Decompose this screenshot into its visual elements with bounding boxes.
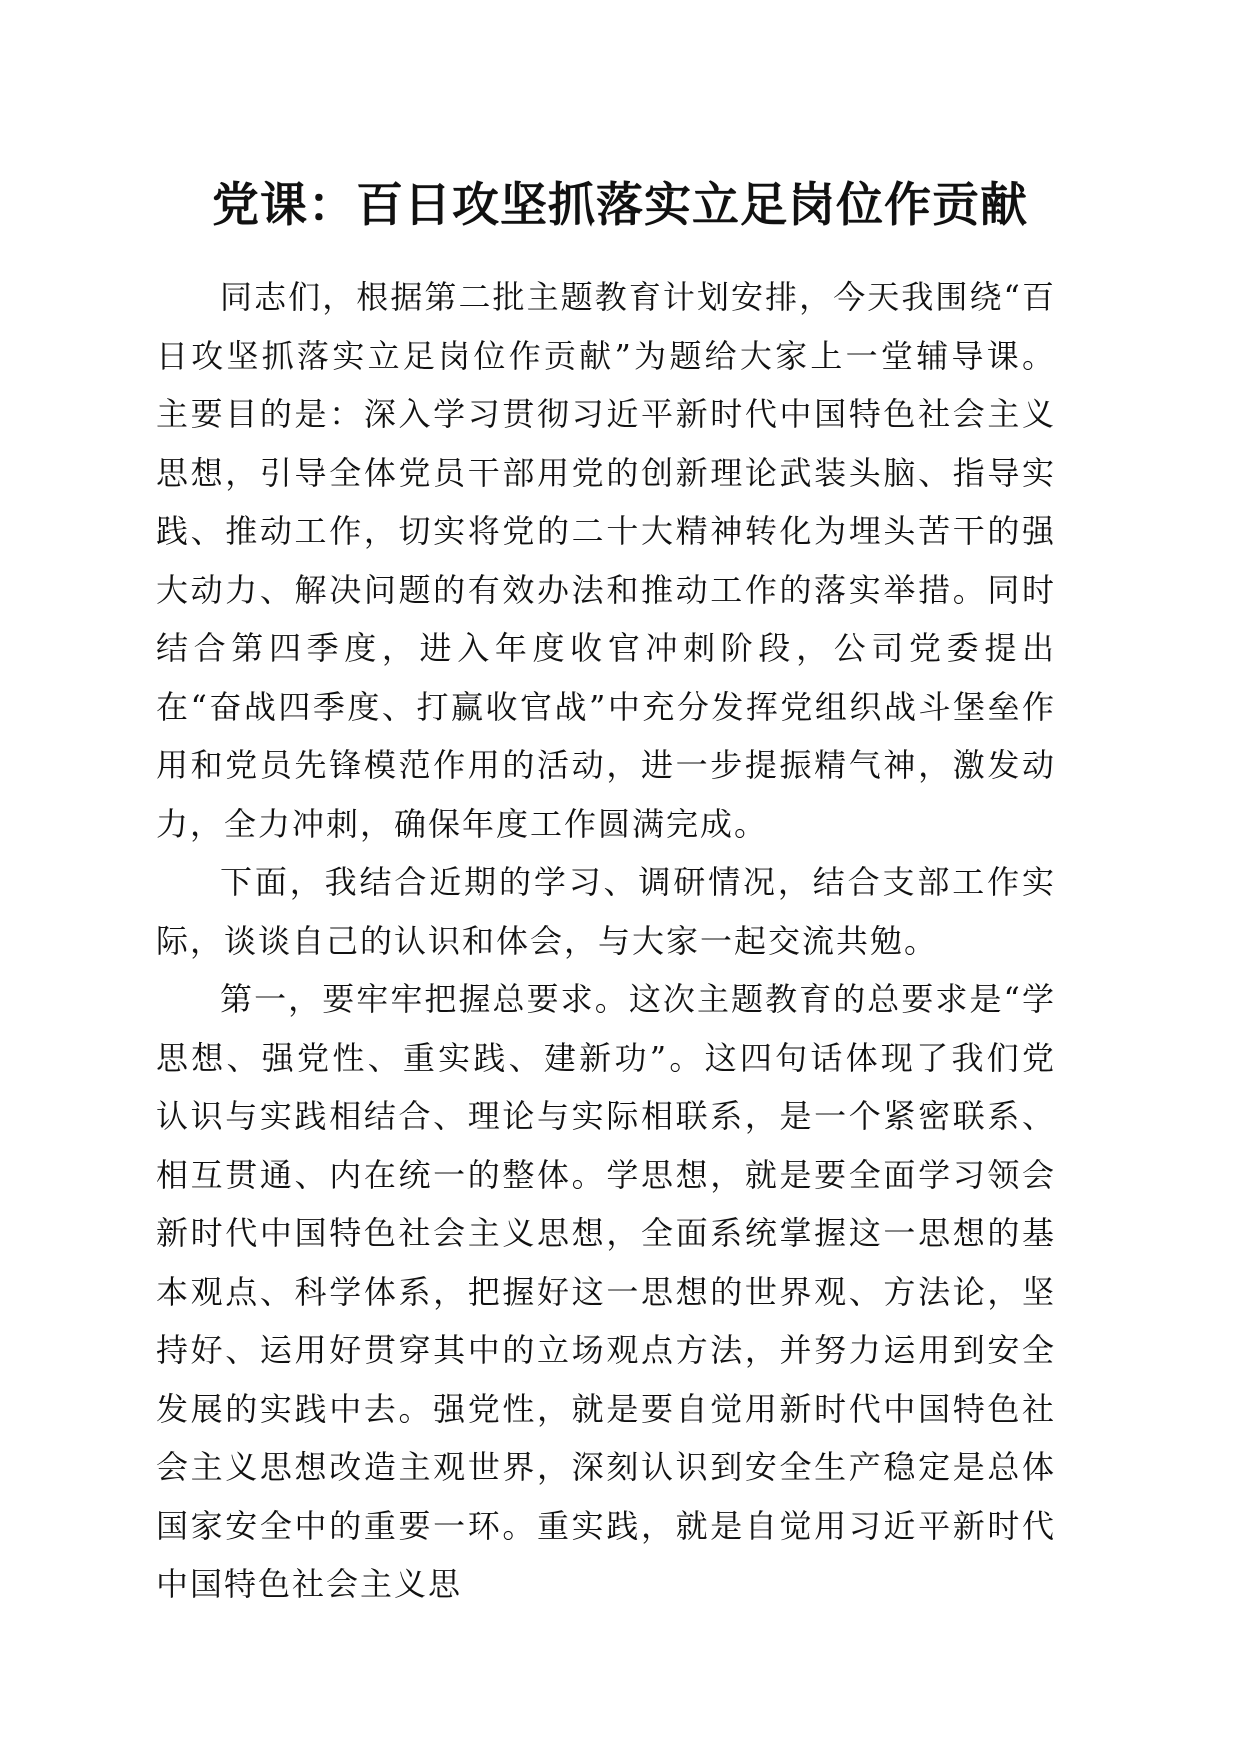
paragraph-first-point: 第一，要牢牢把握总要求。这次主题教育的总要求是“学思想、强党性、重实践、建新功”。这四句话体现了我们党认识与实践相结合、理论与实际相联系，是一个紧密联系、相互贯通、内在统一的整体。学思想，就是要全面学习领会新时代中国特色社会主义思想，全面系统掌握这一思想的基本观点、科学体系，把握好这一思想的世界观、方法论，坚持好、运用好贯穿其中的立场观点方法，并努力运用到安全发展的实践中去。强党性，就是要自觉用新时代中国特色社会主义思想改造主观世界，深刻认识到安全生产稳定是总体国家安全中的重要一环。重实践，就是自觉用习近平新时代中国特色社会主义思 bbox=[156, 980, 1056, 1603]
document-title: 党课：百日攻坚抓落实立足岗位作贡献 bbox=[212, 178, 1028, 233]
paragraph-intro: 同志们，根据第二批主题教育计划安排，今天我围绕“百日攻坚抓落实立足岗位作贡献”为题给大家上一堂辅导课。主要目的是：深入学习贯彻习近平新时代中国特色社会主义思想，引导全体党员干部用党的创新理论武装头脑、指导实践、推动工作，切实将党的二十大精神转化为埋头苦干的强大动力、解决问题的有效办法和推动工作的落实举措。同时结合第四季度，进入年度收官冲刺阶段，公司党委提出在“奋战四季度、打赢收官战”中充分发挥党组织战斗堡垒作用和党员先锋模范作用的活动，进一步提振精气神，激发动力，全力冲刺，确保年度工作圆满完成。 bbox=[156, 278, 1056, 843]
paragraph-transition: 下面，我结合近期的学习、调研情况，结合支部工作实际，谈谈自己的认识和体会，与大家一起交流共勉。 bbox=[156, 863, 1056, 960]
document-body bbox=[156, 268, 1056, 1614]
